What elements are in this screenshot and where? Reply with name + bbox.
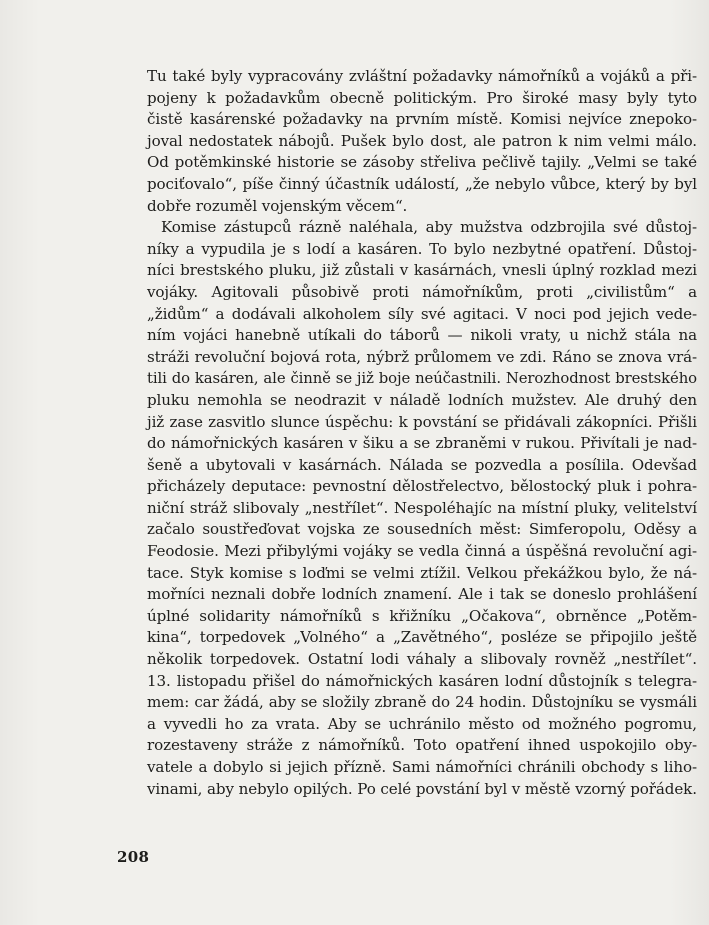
text-line: Od potěmkinské historie se zásoby střeliva pečlivě tajily. „Velmi se také <box>147 153 697 172</box>
text-line: tili do kasáren, ale činně se již boje neúčastnili. Nerozhodnost brestského <box>147 370 697 388</box>
text-line: joval nedostatek nábojů. Pušek bylo dost, ale patron k nim velmi málo. <box>147 131 697 150</box>
text-line: níci brestského pluku, již zůstali v kasárnách, vnesli úplný rozklad mezi <box>147 261 697 280</box>
text-line: „židům“ a dodávali alkoholem síly své agitaci. V noci pod jejich vede- <box>147 304 697 323</box>
text-line: již zase zasvitlo slunce úspěchu: k povstání se přidávali zákopníci. Přišli <box>147 412 697 431</box>
text-line: pociťovalo“, píše činný účastník událostí, „že nebylo vůbce, který by byl <box>147 174 697 193</box>
body-text <box>147 66 697 800</box>
text-line: a vyvedli ho za vrata. Aby se uchránilo město od možného pogromu, <box>147 714 697 733</box>
text-line: stráži revoluční bojová rota, nýbrž průlomem ve zdi. Ráno se znova vrá- <box>147 347 697 366</box>
page-number: 208 <box>117 848 150 866</box>
text-line: dobře rozuměl vojenským věcem“. <box>147 196 408 215</box>
text-line: Feodosie. Mezi přibylými vojáky se vedla činná a úspěšná revoluční agi- <box>147 542 697 561</box>
text-line: pluku nemohla se neodrazit v náladě lodních mužstev. Ale druhý den <box>147 390 697 409</box>
text-line: 13. listopadu přišel do námořnických kasáren lodní důstojník s telegra- <box>147 671 697 690</box>
text-line: tace. Styk komise s loďmi se velmi ztížil. Velkou překážkou bylo, že ná- <box>147 563 697 582</box>
text-line: úplné solidarity námořníků s křižníku „Očakova“, obrněnce „Potěm- <box>147 606 697 625</box>
text-line: přicházely deputace: pevnostní dělostřelectvo, bělostocký pluk i pohra- <box>147 477 697 496</box>
text-line: vojáky. Agitovali působivě proti námořníkům, proti „civilistům“ a <box>147 282 697 301</box>
text-line: mořníci neznali dobře lodních znamení. Ale i tak se doneslo prohlášení <box>147 585 697 604</box>
text-line: Tu také byly vypracovány zvláštní požadavky námořníků a vojáků a při- <box>147 67 697 85</box>
text-line: začalo soustřeďovat vojska ze sousedních měst: Simferopolu, Oděsy a <box>147 520 697 539</box>
text-line: mem: car žádá, aby se složily zbraně do 24 hodin. Důstojníku se vysmáli <box>147 693 697 712</box>
text-line: šeně a ubytovali v kasárnách. Nálada se pozvedla a posílila. Odevšad <box>147 455 697 474</box>
text-line: pojeny k požadavkům obecně politickým. Pro široké masy byly tyto <box>147 88 697 107</box>
text-line: ním vojáci hanebně utíkali do táborů — nikoli vraty, u nichž stála na <box>147 326 697 345</box>
text-line: vinami, aby nebylo opilých. Po celé povstání byl v městě vzorný pořádek. <box>147 779 697 798</box>
text-line: Komise zástupců rázně naléhala, aby mužstva odzbrojila své důstoj- <box>161 218 697 237</box>
text-line: několik torpedovek. Ostatní lodi váhaly a slibovaly rovněž „nestřílet“. <box>147 650 697 669</box>
text-line: níky a vypudila je s lodí a kasáren. To bylo nezbytné opatření. Důstoj- <box>147 239 697 258</box>
text-line: do námořnických kasáren v šiku a se zbraněmi v rukou. Přivítali je nad- <box>147 434 697 453</box>
text-line: čistě kasárenské požadavky na prvním místě. Komisi nejvíce znepoko- <box>147 110 697 129</box>
text-line: rozestaveny stráže z námořníků. Toto opatření ihned uspokojilo oby- <box>147 736 697 755</box>
text-line: kina“, torpedovek „Volného“ a „Zavětného“, posléze se připojilo ještě <box>147 628 697 647</box>
text-line: niční stráž slibovaly „nestřílet“. Nespoléhajíc na místní pluky, velitelství <box>147 498 697 517</box>
text-line: vatele a dobylo si jejich přízně. Sami námořníci chránili obchody s liho- <box>147 758 697 776</box>
